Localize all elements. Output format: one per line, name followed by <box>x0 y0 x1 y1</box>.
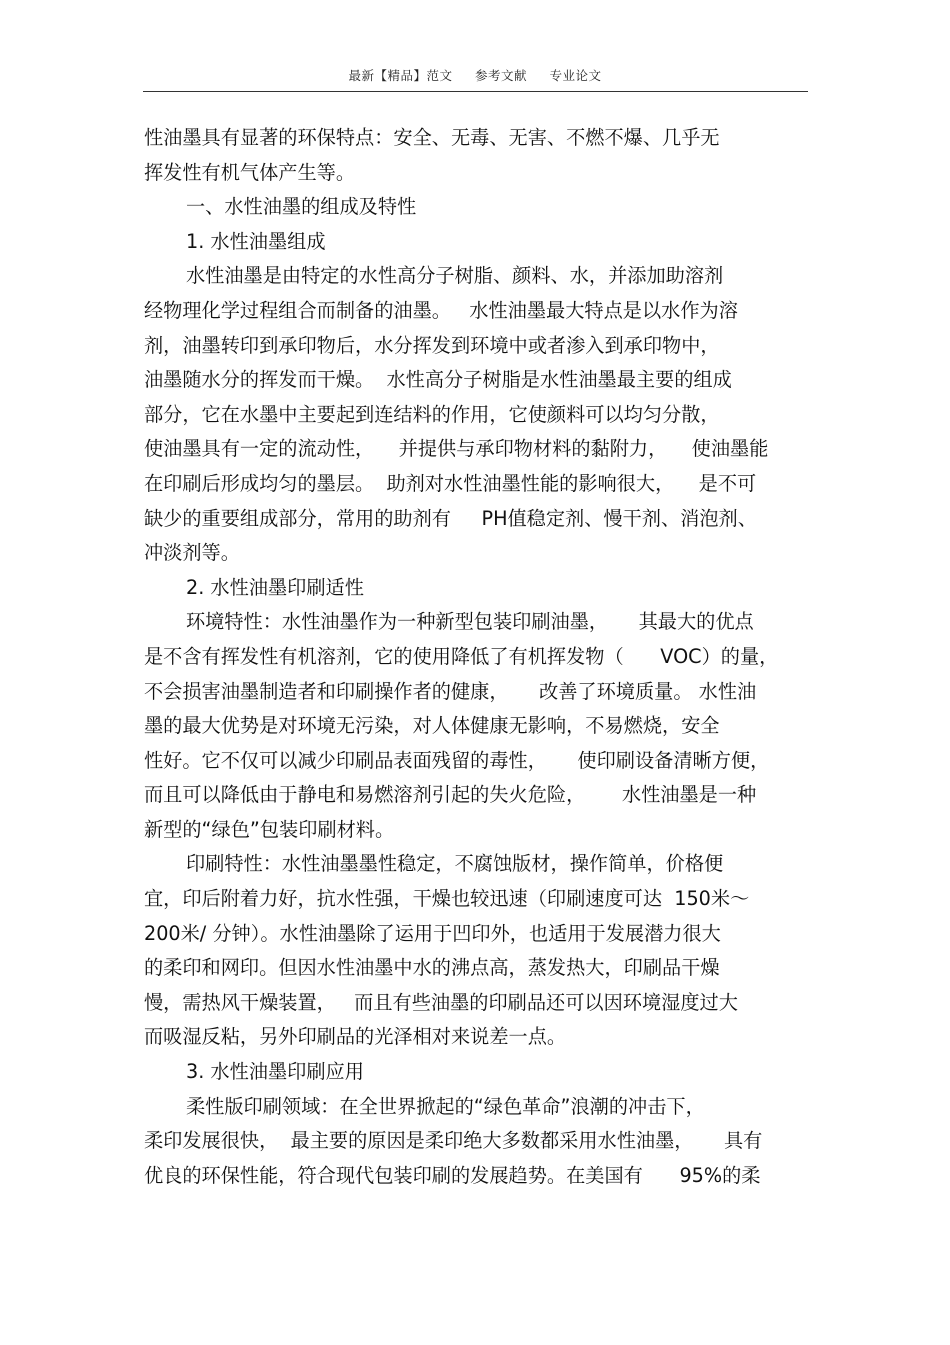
text-line: 剂，油墨转印到承印物后，水分挥发到环境中或者渗入到承印物中， <box>144 333 720 357</box>
text-line: 2. 水性油墨印刷适性 <box>186 575 364 599</box>
text-line: 性油墨具有显著的环保特点：安全、无毒、无害、不燃不爆、几乎无 <box>144 126 720 149</box>
text-line: 不会损害油墨制造者和印刷操作者的健康， 改善了环境质量。 水性油 <box>144 679 757 703</box>
text-line: 印刷特性：水性油墨墨性稳定，不腐蚀版材，操作简单，价格便 <box>186 852 724 876</box>
page-header <box>0 66 950 84</box>
text-line: 新型的“绿色”包装印刷材料。 <box>144 817 395 841</box>
text-line: 的柔印和网印。但因水性油墨中水的沸点高，蒸发热大，印刷品干燥 <box>144 956 720 980</box>
header-item-fanwen: 最新【精品】范文 <box>348 68 453 83</box>
text-line: 水性油墨是由特定的水性高分子树脂、颜料、水，并添加助溶剂 <box>186 264 724 288</box>
header-item-references: 参考文献 <box>474 68 527 83</box>
text-line: 200米/ 分钟）。水性油墨除了运用于凹印外，也适用于发展潜力很大 <box>144 921 721 945</box>
text-line: 优良的环保性能，符合现代包装印刷的发展趋势。在美国有 95%的柔 <box>144 1163 761 1187</box>
text-line: 宜，印后附着力好，抗水性强，干燥也较迅速（印刷速度可达 150米～ <box>144 887 750 911</box>
text-line: 经物理化学过程组合而制备的油墨。 水性油墨最大特点是以水作为溶 <box>144 298 738 322</box>
text-line: 柔性版印刷领域：在全世界掀起的“绿色革命”浪潮的冲击下， <box>186 1094 705 1118</box>
text-line: 环境特性：水性油墨作为一种新型包装印刷油墨， 其最大的优点 <box>186 610 754 634</box>
text-line: 而且可以降低由于静电和易燃溶剂引起的失火危险， 水性油墨是一种 <box>144 783 757 807</box>
text-line: 3. 水性油墨印刷应用 <box>186 1060 364 1084</box>
text-line: 缺少的重要组成部分，常用的助剂有 PH值稳定剂、慢干剂、消泡剂、 <box>144 506 757 530</box>
text-line: 慢，需热风干燥装置， 而且有些油墨的印刷品还可以因环境湿度过大 <box>144 990 738 1014</box>
text-line: 在印刷后形成均匀的墨层。 助剂对水性油墨性能的影响很大， 是不可 <box>144 471 757 495</box>
header-item-papers: 专业论文 <box>549 68 602 83</box>
document-body <box>144 121 808 1193</box>
text-line: 1. 水性油墨组成 <box>186 229 326 253</box>
text-line: 性好。它不仅可以减少印刷品表面残留的毒性， 使印刷设备清晰方便， <box>144 748 770 772</box>
text-line: 油墨随水分的挥发而干燥。 水性高分子树脂是水性油墨最主要的组成 <box>144 368 732 392</box>
text-line: 柔印发展很快， 最主要的原因是柔印绝大多数都采用水性油墨， 具有 <box>144 1129 763 1153</box>
text-line: 而吸湿反粘，另外印刷品的光泽相对来说差一点。 <box>144 1025 567 1049</box>
text-line: 使油墨具有一定的流动性， 并提供与承印物材料的黏附力， 使油墨能 <box>144 437 769 461</box>
text-line: 墨的最大优势是对环境无污染，对人体健康无影响，不易燃烧，安全 <box>144 714 720 738</box>
text-line: 冲淡剂等。 <box>144 541 240 565</box>
text-line: 部分，它在水墨中主要起到连结料的作用，它使颜料可以均匀分散， <box>144 402 720 426</box>
header-divider <box>143 91 808 92</box>
text-line: 一、水性油墨的组成及特性 <box>186 195 417 219</box>
text-line: 是不含有挥发性有机溶剂，它的使用降低了有机挥发物（ VOC）的量， <box>144 644 779 668</box>
text-line: 挥发性有机气体产生等。 <box>144 160 356 184</box>
